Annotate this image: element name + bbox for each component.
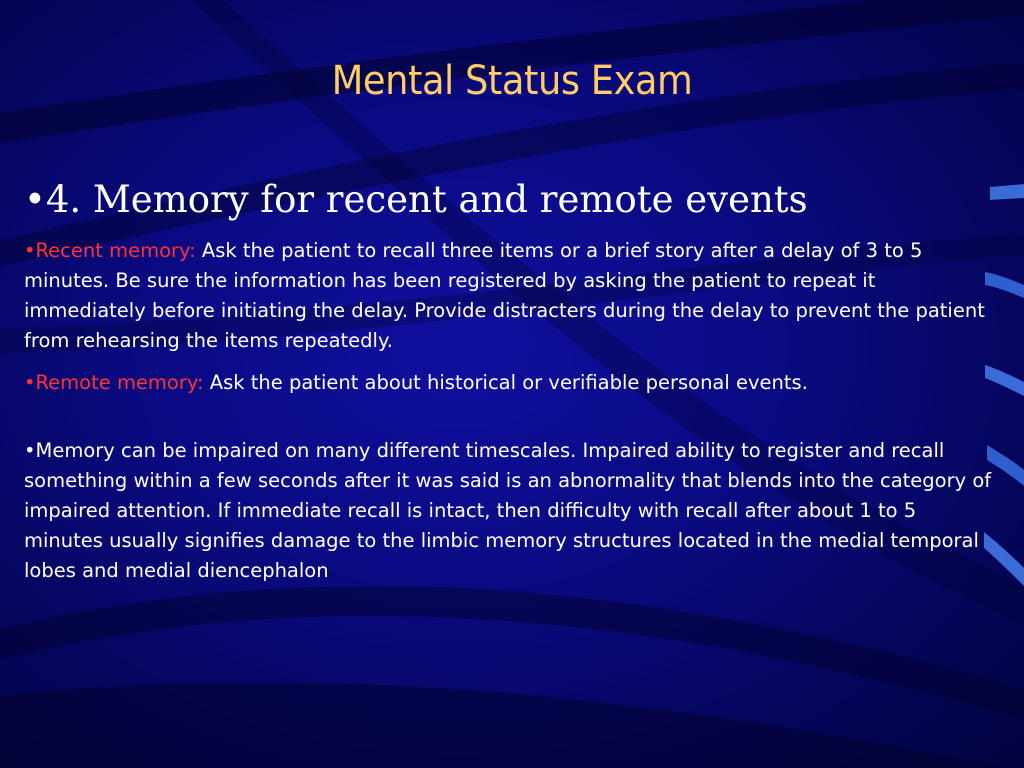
slide-title: Mental Status Exam — [331, 58, 693, 104]
recent-memory-paragraph — [24, 236, 999, 356]
section-heading: •4. Memory for recent and remote events — [24, 178, 808, 221]
remote-memory-label: •Remote memory: — [24, 371, 204, 394]
recent-memory-label: •Recent memory: — [24, 239, 196, 262]
remote-memory-paragraph — [24, 368, 999, 398]
memory-impairment-paragraph: •Memory can be impaired on many different timescales. Impaired ability to register and recall something within a few seconds after it was said is an abnormality that blends into the category of impaired attention. If immediate recall is intact, then difficulty with recall after about 1 to 5 minutes usually signifies damage to the limbic memory structures located in the medial temporal lobes and medial diencephalon — [24, 439, 992, 582]
remote-memory-text: Ask the patient about historical or verifiable personal events. — [203, 371, 808, 394]
recent-memory-text: Ask the patient to recall three items or a brief story after a delay of 3 to 5 minutes. Be sure the information has been registered by asking the patient to repeat it immediately before initiating the delay. Provide distracters during the delay to prevent the patient from rehearsing the items repeatedly. — [24, 239, 985, 352]
